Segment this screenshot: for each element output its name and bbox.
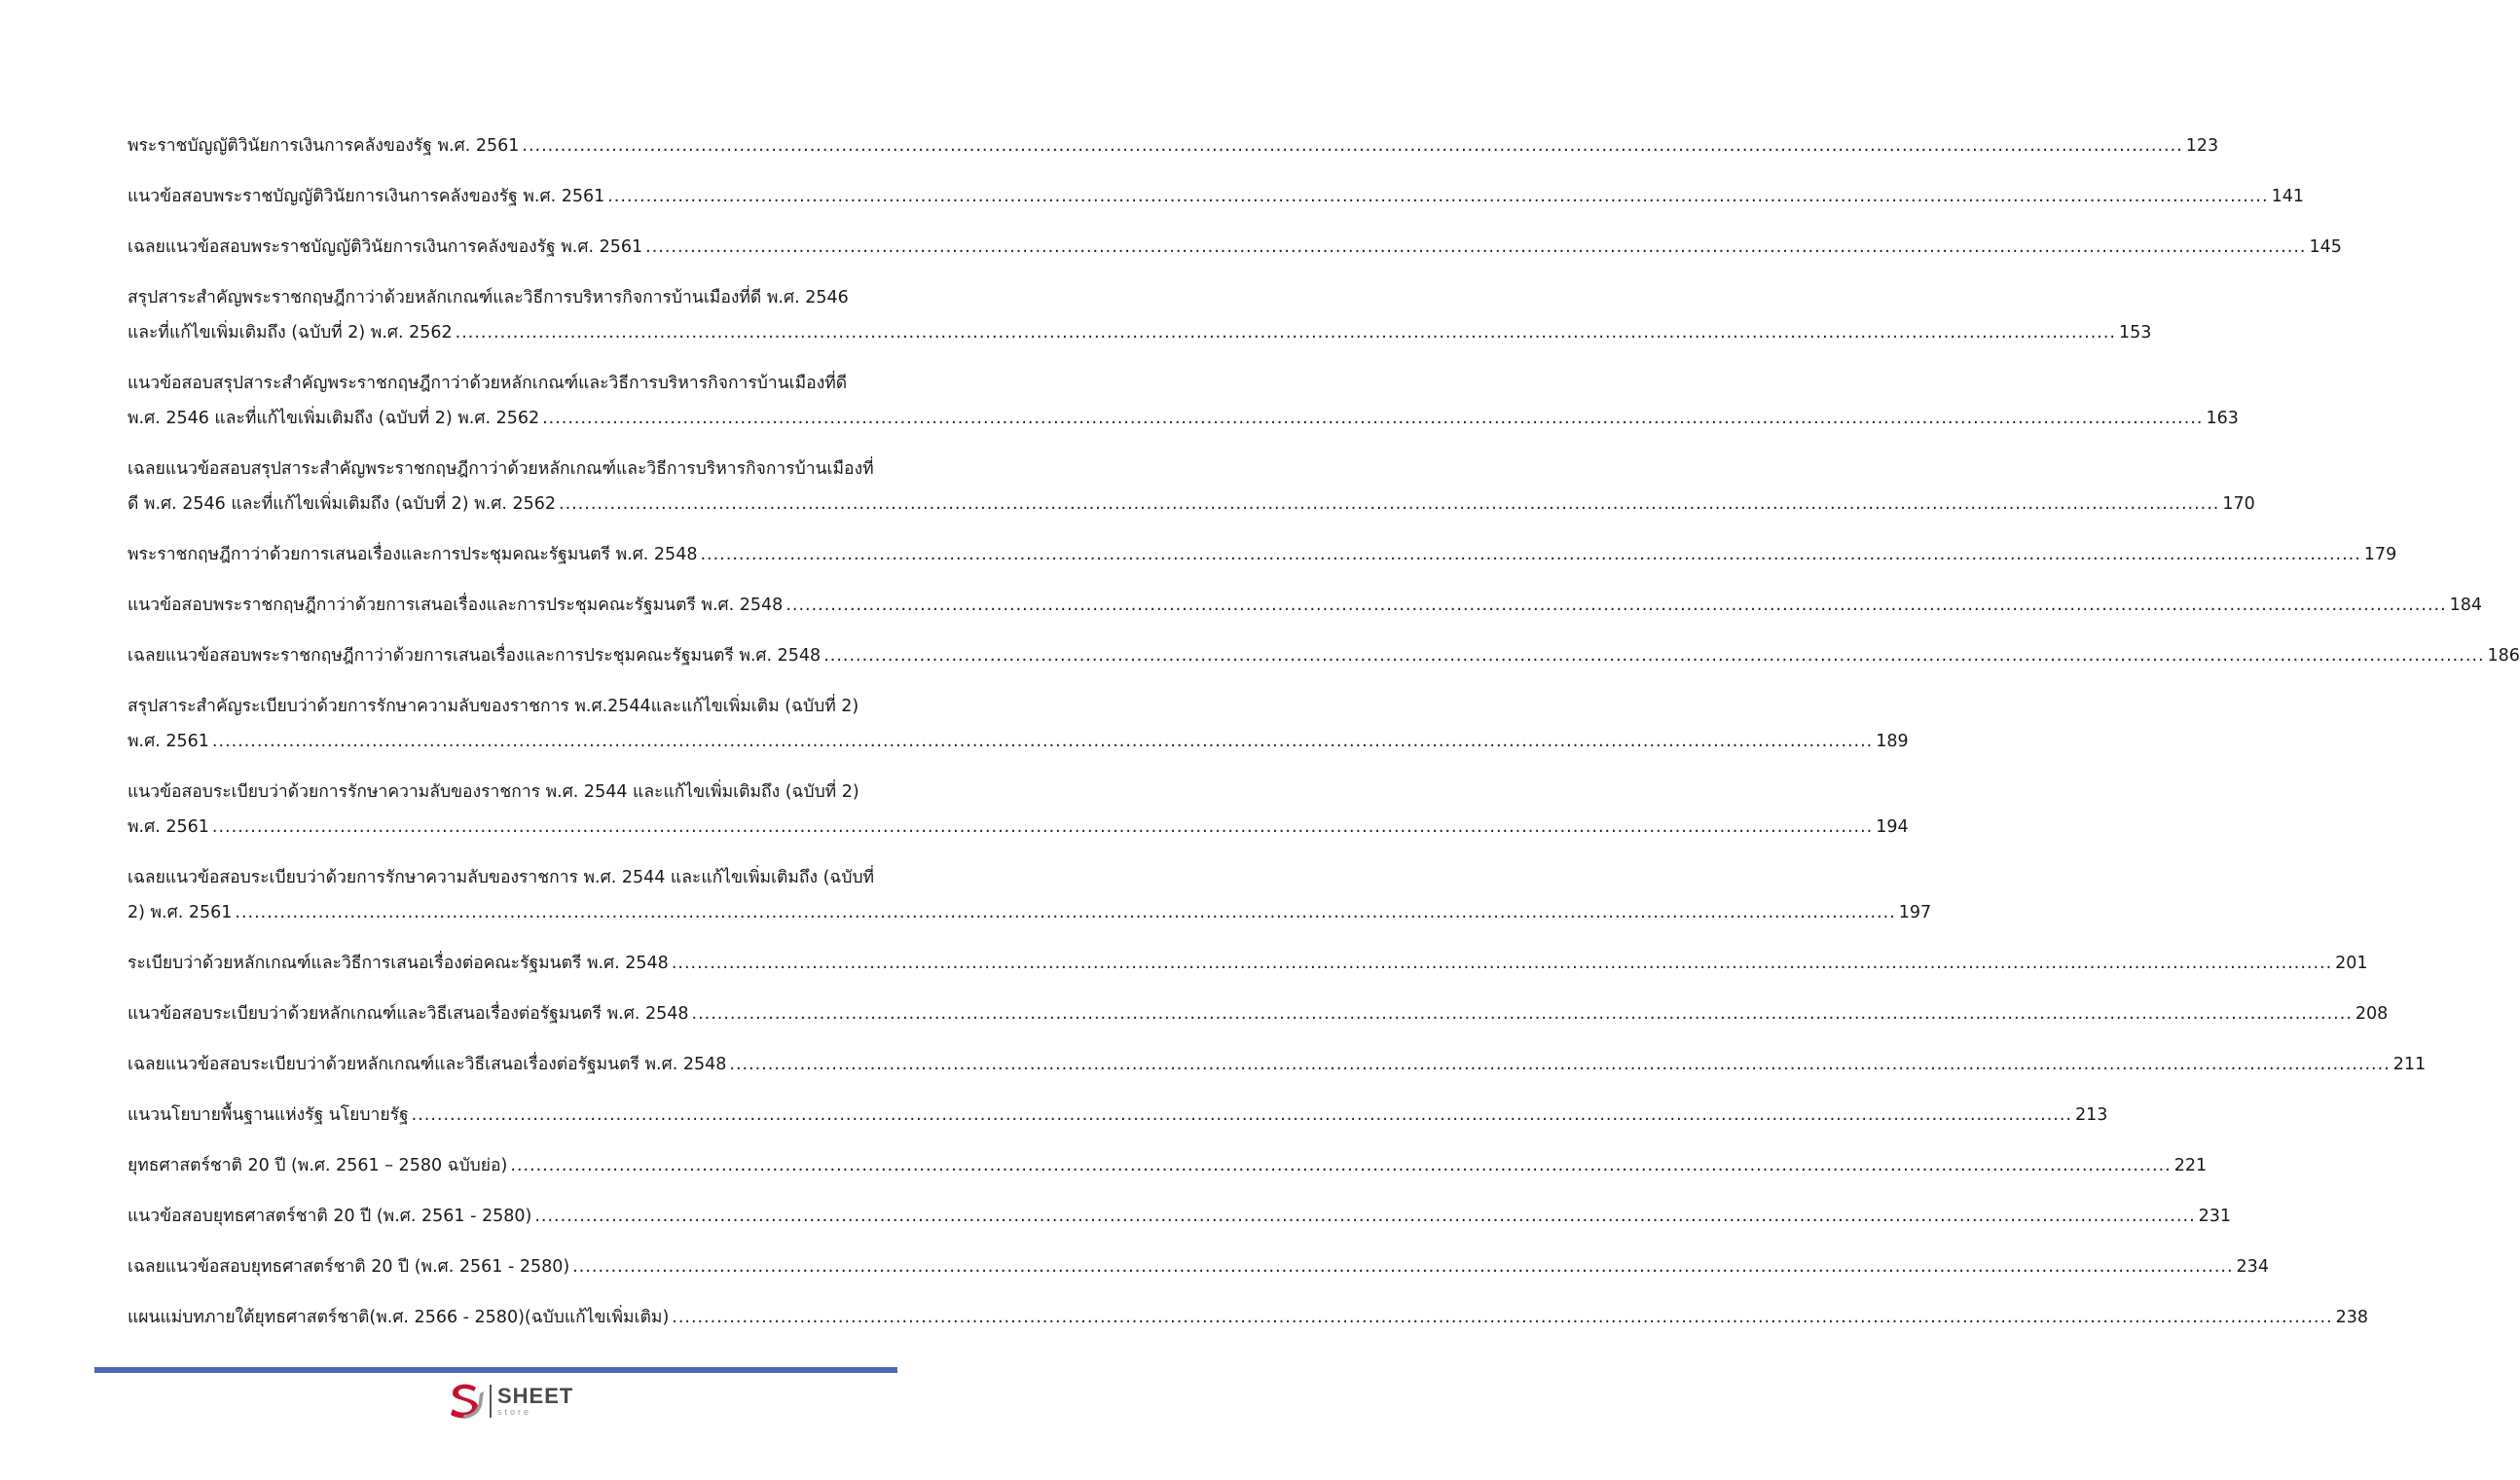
toc-entry-title: พระราชบัญญัติวินัยการเงินการคลังของรัฐ พ.ศ. 2561 [128,136,520,156]
toc-entry-line [128,1249,2269,1284]
toc-page-number: 194 [1876,817,1909,837]
toc-entry-title: แนวข้อสอบระเบียบว่าด้วยหลักเกณฑ์และวิธีเสนอเรื่องต่อรัฐมนตรี พ.ศ. 2548 [128,1004,689,1024]
toc-page-number: 201 [2335,954,2368,973]
toc-entry[interactable] [128,689,1909,759]
toc-dot-leader [823,638,2484,673]
toc-dot-leader [785,588,2446,623]
toc-entry[interactable] [128,366,2239,436]
toc-page-number: 123 [2185,136,2219,156]
toc-page-number: 184 [2449,596,2483,615]
toc-entry-title: เฉลยแนวข้อสอบสรุปสาระสำคัญพระราชกฤษฎีกาว่าด้วยหลักเกณฑ์และวิธีการบริหารกิจการบ้านเมืองที่ [128,459,874,479]
toc-entry[interactable] [128,537,2397,572]
logo-text [497,1386,573,1417]
toc-entry-title: แนวนโยบายพื้นฐานแห่งรัฐ นโยบายรัฐ [128,1105,409,1125]
toc-dot-leader [729,1047,2390,1082]
toc-entry-title: ยุทธศาสตร์ชาติ 20 ปี (พ.ศ. 2561 – 2580 ฉบับย่อ) [128,1156,508,1175]
toc-dot-leader [212,724,1873,759]
toc-page-number: 208 [2355,1004,2389,1024]
toc-entry[interactable] [128,1148,2208,1183]
toc-dot-leader [534,1199,2195,1234]
toc-page-number: 163 [2206,409,2239,428]
toc-dot-leader [412,1098,2072,1133]
toc-entry-title: เฉลยแนวข้อสอบพระราชบัญญัติวินัยการเงินการคลังของรัฐ พ.ศ. 2561 [128,237,643,257]
toc-dot-leader [212,810,1873,845]
toc-entry-title: สรุปสาระสำคัญพระราชกฤษฎีกาว่าด้วยหลักเกณฑ์และวิธีการบริหารกิจการบ้านเมืองที่ดี พ.ศ. 2546 [128,288,849,307]
toc-entry-line [128,179,2304,214]
toc-entry-title: พ.ศ. 2546 และที่แก้ไขเพิ่มเติมถึง (ฉบับที่ 2) พ.ศ. 2562 [128,409,540,428]
toc-entry-line [128,895,1932,930]
toc-page-number: 213 [2074,1105,2108,1125]
toc-entry[interactable] [128,860,1932,930]
toc-page-number: 141 [2271,187,2304,206]
toc-entry-line [128,451,920,487]
toc-entry-title: เฉลยแนวข้อสอบพระราชกฤษฎีกาว่าด้วยการเสนอเรื่องและการประชุมคณะรัฐมนตรี พ.ศ. 2548 [128,646,822,666]
toc-entry-line [128,1098,2108,1133]
toc-dot-leader [522,128,2182,163]
logo-subtext: store [497,1407,532,1417]
toc-entry-title: พ.ศ. 2561 [128,817,209,837]
toc-dot-leader [235,895,1895,930]
toc-page-number: 145 [2309,237,2342,257]
toc-entry-line [128,1199,2232,1234]
toc-entry-line [128,946,2368,981]
toc-entry-line [128,638,2520,673]
toc-entry-line [128,689,920,724]
toc-entry-title: แนวข้อสอบพระราชบัญญัติวินัยการเงินการคลังของรัฐ พ.ศ. 2561 [128,187,605,206]
toc-entry-line [128,1148,2208,1183]
toc-dot-leader [542,401,2203,436]
toc-entry-line [128,315,2152,350]
toc-entry[interactable] [128,451,2255,522]
toc-entry-line [128,401,2239,436]
toc-entry[interactable] [128,128,2219,163]
toc-entry[interactable] [128,179,2304,214]
toc-entry-line [128,724,1909,759]
toc-entry-title: เฉลยแนวข้อสอบระเบียบว่าด้วยการรักษาความลับของราชการ พ.ศ. 2544 และแก้ไขเพิ่มเติมถึง (ฉบับที่ [128,868,875,887]
toc-dot-leader [645,230,2306,265]
toc-entry-line [128,128,2219,163]
toc-page-number: 170 [2222,494,2255,514]
toc-page-number: 234 [2236,1257,2269,1277]
toc-entry-line [128,588,2483,623]
toc-entry[interactable] [128,1199,2232,1234]
toc-entry[interactable] [128,946,2368,981]
toc-entry-line [128,860,920,895]
toc-entry-line [128,230,2342,265]
toc-entry[interactable] [128,638,2520,673]
toc-entry-title: แนวข้อสอบสรุปสาระสำคัญพระราชกฤษฎีกาว่าด้วยหลักเกณฑ์และวิธีการบริหารกิจการบ้านเมืองที่ดี [128,374,848,393]
toc-entry-title: 2) พ.ศ. 2561 [128,903,233,922]
toc-dot-leader [510,1148,2171,1183]
toc-entry[interactable] [128,230,2342,265]
toc-entry-line [128,280,920,315]
toc-dot-leader [672,1300,2332,1335]
toc-dot-leader [672,946,2332,981]
toc-entry-line [128,487,2255,522]
toc-entry-line [128,996,2389,1031]
toc-entry[interactable] [128,1098,2108,1133]
toc-page-number: 211 [2392,1055,2427,1074]
toc-page-number: 153 [2119,323,2152,343]
toc-entry-title: เฉลยแนวข้อสอบระเบียบว่าด้วยหลักเกณฑ์และวิธีเสนอเรื่องต่อรัฐมนตรี พ.ศ. 2548 [128,1055,727,1074]
toc-page-number: 197 [1898,903,1932,922]
toc-entry-title: เฉลยแนวข้อสอบยุทธศาสตร์ชาติ 20 ปี (พ.ศ. 2561 - 2580) [128,1257,570,1277]
toc-entry-title: แผนแม่บทภายใต้ยุทธศาสตร์ชาติ(พ.ศ. 2566 - 2580)(ฉบับแก้ไขเพิ่มเติม) [128,1308,670,1327]
toc-entry-line [128,775,920,810]
toc-dot-leader [559,487,2219,522]
toc-entry-title: ดี พ.ศ. 2546 และที่แก้ไขเพิ่มเติมถึง (ฉบับที่ 2) พ.ศ. 2562 [128,494,557,514]
toc-entry-title: และที่แก้ไขเพิ่มเติมถึง (ฉบับที่ 2) พ.ศ. 2562 [128,323,453,343]
table-of-contents [128,128,2520,1351]
logo-separator [490,1385,492,1418]
toc-page-number: 189 [1876,732,1909,751]
toc-dot-leader [456,315,2116,350]
toc-entry-title: สรุปสาระสำคัญระเบียบว่าด้วยการรักษาความลับของราชการ พ.ศ.2544และแก้ไขเพิ่มเติม (ฉบับที่ 2) [128,697,859,716]
sheet-store-logo-icon [443,1380,486,1423]
sheet-store-logo [443,1380,573,1423]
toc-page-number: 221 [2173,1156,2208,1175]
toc-dot-leader [700,537,2360,572]
toc-entry-title: พ.ศ. 2561 [128,732,209,751]
toc-entry-title: แนวข้อสอบยุทธศาสตร์ชาติ 20 ปี (พ.ศ. 2561 - 2580) [128,1207,532,1226]
toc-dot-leader [607,179,2268,214]
footer-rule [94,1367,897,1373]
toc-page-number: 186 [2487,646,2520,666]
toc-entry[interactable] [128,588,2483,623]
toc-entry[interactable] [128,1300,2369,1335]
toc-page-number: 231 [2198,1207,2232,1226]
toc-entry[interactable] [128,775,1909,845]
toc-entry-title: แนวข้อสอบระเบียบว่าด้วยการรักษาความลับของราชการ พ.ศ. 2544 และแก้ไขเพิ่มเติมถึง (ฉบับที่ 2) [128,782,859,802]
toc-entry-line [128,1300,2369,1335]
toc-entry-line [128,810,1909,845]
toc-entry-title: แนวข้อสอบพระราชกฤษฎีกาว่าด้วยการเสนอเรื่องและการประชุมคณะรัฐมนตรี พ.ศ. 2548 [128,596,784,615]
logo-word: SHEET [497,1384,574,1408]
toc-entry-line [128,366,920,401]
toc-dot-leader [692,996,2353,1031]
toc-dot-leader [572,1249,2233,1284]
toc-entry-line [128,537,2397,572]
toc-entry-line [128,1047,2427,1082]
toc-entry[interactable] [128,1249,2269,1284]
toc-page-number: 238 [2335,1308,2369,1327]
toc-entry[interactable] [128,280,2152,350]
toc-entry-title: ระเบียบว่าด้วยหลักเกณฑ์และวิธีการเสนอเรื่องต่อคณะรัฐมนตรี พ.ศ. 2548 [128,954,669,973]
toc-entry-title: พระราชกฤษฎีกาว่าด้วยการเสนอเรื่องและการประชุมคณะรัฐมนตรี พ.ศ. 2548 [128,545,698,564]
toc-entry[interactable] [128,996,2389,1031]
toc-entry[interactable] [128,1047,2427,1082]
toc-page-number: 179 [2363,545,2397,564]
